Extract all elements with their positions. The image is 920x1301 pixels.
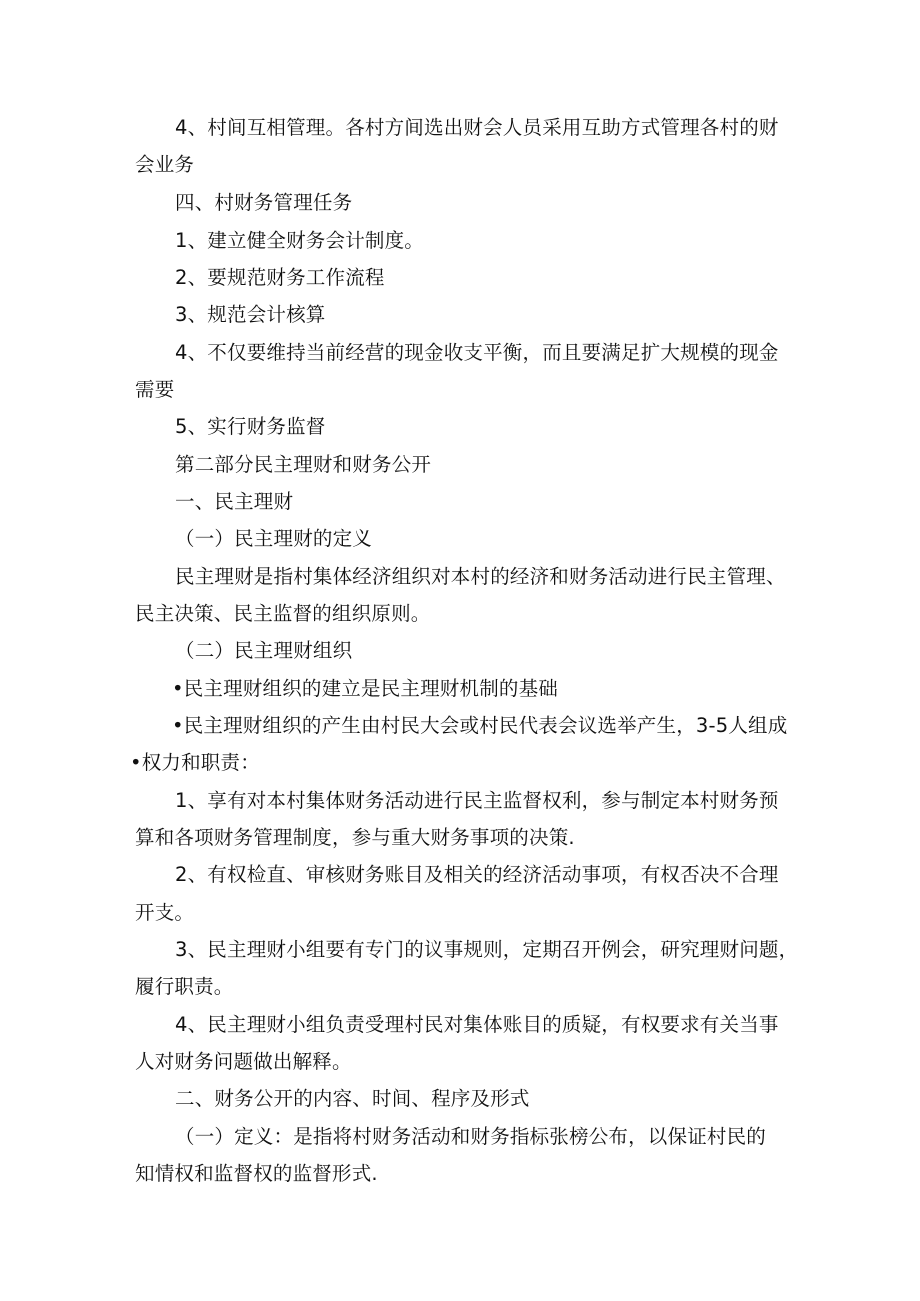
text-line: 知情权和监督权的监督形式. (135, 1162, 378, 1185)
text-line: 1、享有对本村集体财务活动进行民主监督权利，参与制定本村财务预 (175, 789, 779, 812)
section-heading: 二、财务公开的内容、时间、程序及形式 (175, 1087, 530, 1110)
text-line: 2、有权检直、审核财务账目及相关的经济活动事项，有权否决不合理 (175, 863, 779, 886)
text-line: 会业务 (135, 153, 195, 176)
text-line: 民主决策、民主监督的组织原则。 (135, 602, 431, 625)
text-line: 民主理财是指村集体经济组织对本村的经济和财务活动进行民主管理、 (175, 565, 786, 588)
text-line: （一）定义：是指将村财务活动和财务指标张榜公布，以保证村民的 (175, 1125, 767, 1148)
part-heading: 第二部分民主理财和财务公开 (175, 453, 432, 476)
subsection-heading: （一）民主理财的定义 (175, 527, 373, 550)
text-line: 履行职责。 (135, 975, 234, 998)
text-line: 3、民主理财小组要有专门的议事规则，定期召开例会，研究理财问题， (175, 938, 799, 961)
text-line: 开支。 (135, 901, 195, 924)
bullet-item: •民主理财组织的产生由村民大会或村民代表会议选举产生，3-5人组成 (172, 714, 788, 737)
subsection-heading: （二）民主理财组织 (175, 639, 353, 662)
bullet-item: •权力和职责： (130, 751, 260, 774)
bullet-item: •民主理财组织的建立是民主理财机制的基础 (172, 677, 559, 700)
text-line: 需要 (135, 378, 175, 401)
section-heading: 一、民主理财 (175, 490, 294, 513)
text-line: 4、不仅要维持当前经营的现金收支平衡，而且要满足扩大规模的现金 (175, 341, 779, 364)
text-line: 5、实行财务监督 (175, 415, 326, 438)
text-line: 4、民主理财小组负责受理村民对集体账目的质疑，有权要求有关当事 (175, 1013, 779, 1036)
text-line: 人对财务问题做出解释。 (135, 1050, 352, 1073)
text-line: 3、规范会计核算 (175, 303, 326, 326)
section-heading: 四、村财务管理任务 (175, 191, 353, 214)
text-line: 4、村间互相管理。各村方间选出财会人员采用互助方式管理各村的财 (175, 116, 779, 139)
text-line: 2、要规范财务工作流程 (175, 266, 385, 289)
text-line: 1、建立健全财务会计制度。 (175, 229, 425, 252)
text-line: 算和各项财务管理制度，参与重大财务事项的决策. (135, 826, 575, 849)
